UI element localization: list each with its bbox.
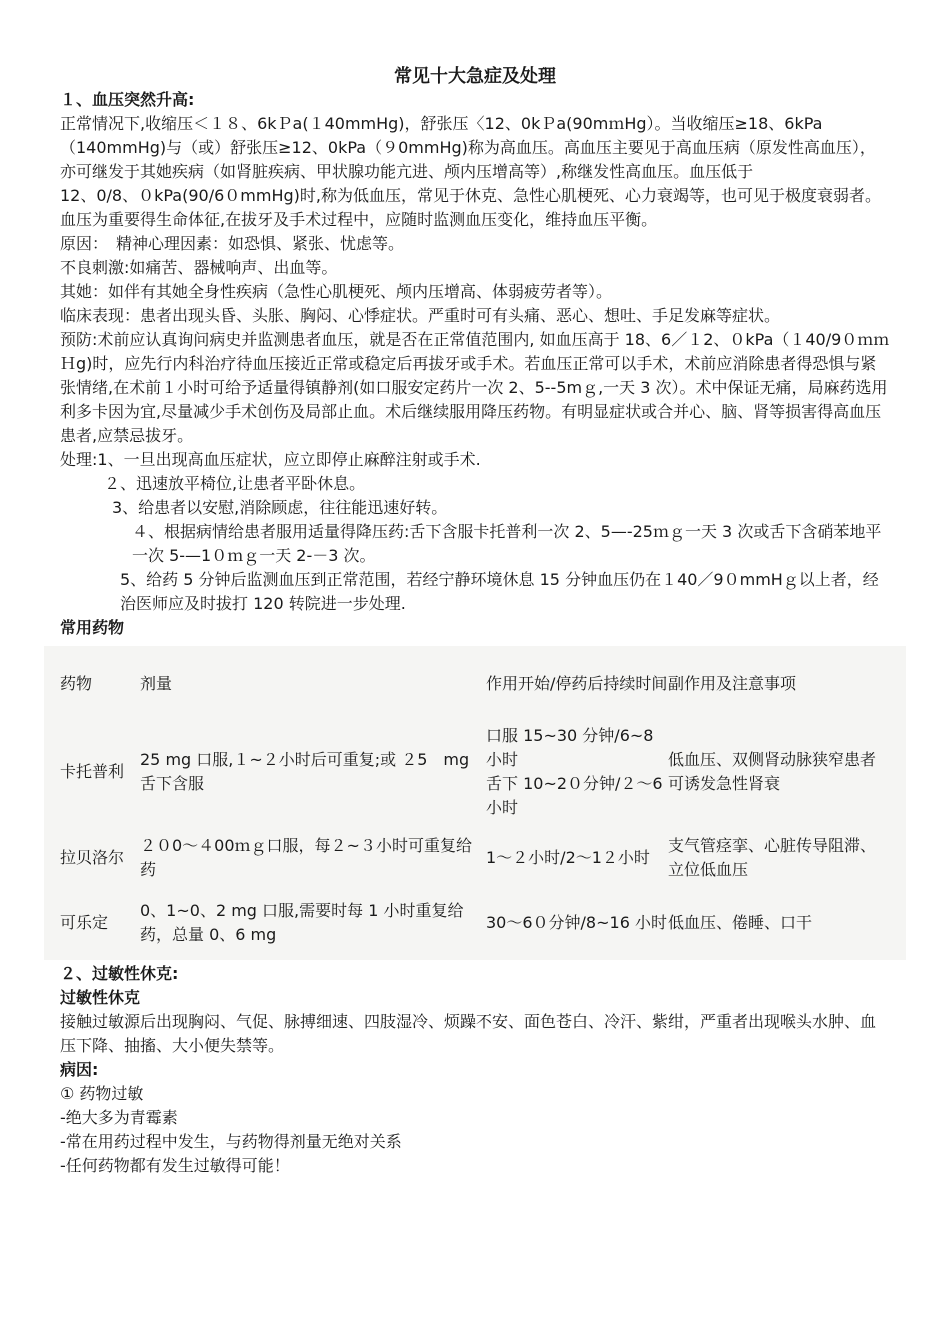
- cause-heading: 病因:: [60, 1060, 99, 1079]
- table-cell: 口服 15~30 分钟/6~8 小时 舌下 10~2０分钟/２～6 小时: [486, 726, 663, 817]
- paragraph: 其她：如伴有其她全身性疾病（急性心肌梗死、颅内压增高、体弱疲劳者等）。: [60, 282, 613, 301]
- subheading: 过敏性休克: [60, 988, 141, 1007]
- table-header-cell: 药物: [60, 674, 93, 693]
- document-title: 常见十大急症及处理: [394, 66, 556, 87]
- paragraph: 正常情况下,收缩压＜１８、6kＰa(１40mmHg)，舒张压〈12、0kＰa(90mｍHg）。当收缩压≥18、6kPa（140mmHg)与（或）舒张压≥12、0kPa（９0mmHg)称为高血压。高血压主要见于高血压病（原发性高血压），亦可继发于其她疾病（如肾脏疾病、甲状腺功能亢进、颅内压增高等）,称继发性高血压。血压低于: [60, 114, 876, 181]
- table-row: [60, 890, 890, 956]
- table-cell: 低血压、双侧肾动脉狭窄患者可诱发急性肾衰: [668, 750, 877, 793]
- treatment-step: 3、给患者以安慰,消除顾虑，往往能迅速好转。: [112, 498, 448, 517]
- table-cell: 低血压、倦睡、口干: [668, 913, 813, 932]
- section-heading: ２、过敏性休克:: [60, 964, 179, 983]
- table-header-cell: 剂量: [140, 674, 173, 693]
- table-cell: 30～6０分钟/8~16 小时: [486, 913, 667, 932]
- treatment-step: 5、给药 5 分钟后监测血压到正常范围，若经宁静环境休息 15 分钟血压仍在１40／9０mmHｇ以上者，经治医师应及时拔打 120 转院进一步处理.: [120, 570, 879, 613]
- drug-table: [44, 646, 906, 960]
- table-header-cell: 作用开始/停药后持续时间: [486, 674, 668, 693]
- list-item: -任何药物都有发生过敏得可能！: [60, 1156, 290, 1175]
- paragraph: 预防:术前应认真询问病史并监测患者血压，就是否在正常值范围内, 如血压高于 18、6／１2、０kPa（１40/9０ｍｍＨg)时，应先行内科治疗待血压接近正常或稳定后再拔牙或手术。若血压正常可以手术，术前应消除患者得恐惧与紧张情绪,在术前１小时可给予适量得镇静剂(如口服安定药片一次 2、5--5mｇ,一天 3 次）。术中保证无痛，局麻药选用利多卡因为宜,尽量减少手术创伤及局部止血。术后继续服用降压药物。有明显症状或合并心、脑、肾等损害得高血压患者,应禁忌拔牙。: [60, 330, 890, 445]
- table-row: [60, 718, 890, 826]
- table-cell: 0、1~0、2 mg 口服,需要时每 1 小时重复给药，总量 0、6 mg: [140, 901, 464, 944]
- table-cell: 卡托普利: [60, 762, 125, 781]
- table-header-cell: 副作用及注意事项: [668, 674, 797, 693]
- treatment-step: 处理:1、一旦出现高血压症状，应立即停止麻醉注射或手术.: [60, 450, 481, 469]
- treatment-step: ２、迅速放平椅位,让患者平卧休息。: [104, 474, 366, 493]
- table-cell: 可乐定: [60, 913, 109, 932]
- section-heading: １、血压突然升高:: [60, 90, 195, 109]
- table-row: [60, 826, 890, 890]
- table-cell: 25 mg 口服,１~２小时后可重复;或 ２5 mg 舌下含服: [140, 750, 470, 793]
- table-cell: ２０0～４00ｍｇ口服，每２~３小时可重复给药: [140, 836, 472, 879]
- list-item: -常在用药过程中发生，与药物得剂量无绝对关系: [60, 1132, 402, 1151]
- list-item: -绝大多为青霉素: [60, 1108, 178, 1127]
- paragraph: 原因： 精神心理因素：如恐惧、紧张、忧虑等。: [60, 234, 405, 253]
- table-header-row: [60, 650, 890, 718]
- treatment-step: ４、根据病情给患者服用适量得降压药:舌下含服卡托普利一次 2、5—-25ｍｇ一天 3 次或舌下含硝苯地平一次 5-—1０ｍｇ一天 2-－3 次。: [132, 522, 882, 565]
- table-cell: 1～２小时/2～1２小时: [486, 848, 650, 867]
- paragraph: 接触过敏源后出现胸闷、气促、脉搏细速、四肢湿冷、烦躁不安、面色苍白、冷汗、紫绀，严重者出现喉头水肿、血压下降、抽搐、大小便失禁等。: [60, 1012, 877, 1055]
- table-cell: 拉贝洛尔: [60, 848, 125, 867]
- table-cell: 支气管痉挛、心脏传导阻滞、立位低血压: [668, 836, 877, 879]
- paragraph: 临床表现：患者出现头昏、头胀、胸闷、心悸症状。严重时可有头痛、恶心、想吐、手足发麻等症状。: [60, 306, 781, 325]
- paragraph: 不良刺激:如痛苦、器械响声、出血等。: [60, 258, 338, 277]
- drugs-heading: 常用药物: [60, 618, 125, 637]
- paragraph: 12、0/8、０kPa(90/6０mmHg)时,称为低血压，常见于休克、急性心肌梗死、心力衰竭等，也可见于极度衰弱者。血压为重要得生命体征,在拔牙及手术过程中，应随时监测血压变化，维持血压平衡。: [60, 186, 881, 229]
- list-item: ① 药物过敏: [60, 1084, 144, 1103]
- document-body: [60, 88, 890, 1178]
